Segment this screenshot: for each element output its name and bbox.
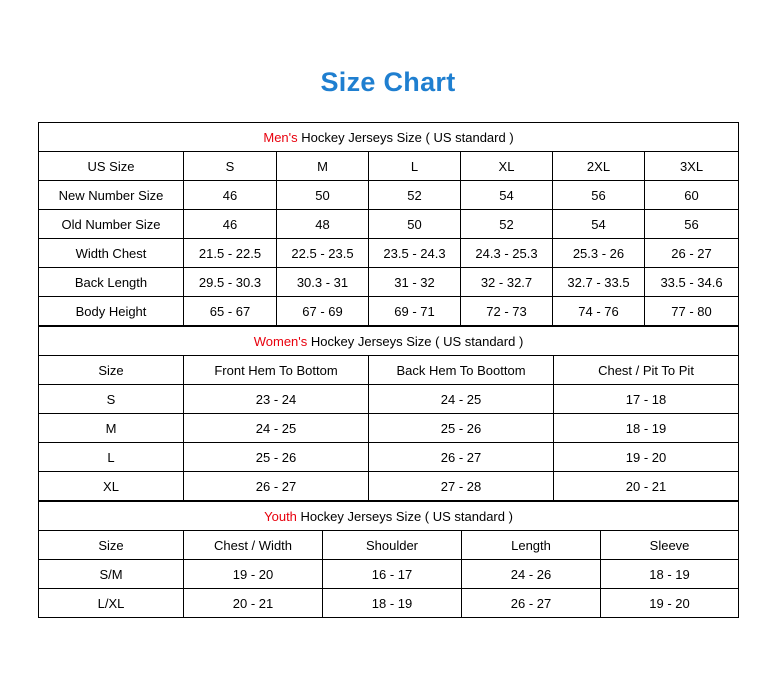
mens-row-1-cell-5: 54: [553, 210, 645, 239]
womens-section-heading: [39, 327, 739, 356]
mens-row-2-cell-4: 24.3 - 25.3: [461, 239, 553, 268]
mens-size-table: [38, 122, 739, 326]
mens-row-1-label: Old Number Size: [39, 210, 184, 239]
mens-row-2-cell-3: 23.5 - 24.3: [369, 239, 461, 268]
mens-row-0-cell-6: 60: [645, 181, 739, 210]
womens-col-1: Front Hem To Bottom: [184, 356, 369, 385]
table-row: [39, 589, 739, 618]
table-row: [39, 181, 739, 210]
womens-row-1-label: M: [39, 414, 184, 443]
mens-col-3: L: [369, 152, 461, 181]
youth-row-0-cell-1: 19 - 20: [184, 560, 323, 589]
womens-row-3-cell-2: 27 - 28: [369, 472, 554, 501]
table-row: [39, 414, 739, 443]
mens-row-3-cell-2: 30.3 - 31: [277, 268, 369, 297]
womens-row-3-cell-3: 20 - 21: [554, 472, 739, 501]
womens-size-table: [38, 326, 739, 501]
youth-row-0-cell-4: 18 - 19: [601, 560, 739, 589]
mens-col-0: US Size: [39, 152, 184, 181]
youth-col-1: Chest / Width: [184, 531, 323, 560]
youth-heading-accent: Youth: [264, 508, 297, 524]
mens-row-0-cell-2: 50: [277, 181, 369, 210]
mens-section-heading: [39, 123, 739, 152]
mens-section-heading-row: [39, 123, 739, 152]
mens-row-3-cell-4: 32 - 32.7: [461, 268, 553, 297]
mens-row-1-cell-2: 48: [277, 210, 369, 239]
size-chart-container: [38, 122, 738, 618]
mens-row-1-cell-1: 46: [184, 210, 277, 239]
youth-section-heading-row: [39, 502, 739, 531]
womens-col-2: Back Hem To Boottom: [369, 356, 554, 385]
mens-row-4-cell-6: 77 - 80: [645, 297, 739, 326]
mens-row-4-cell-5: 74 - 76: [553, 297, 645, 326]
mens-row-2-cell-5: 25.3 - 26: [553, 239, 645, 268]
mens-col-2: M: [277, 152, 369, 181]
table-row: [39, 385, 739, 414]
womens-row-0-cell-3: 17 - 18: [554, 385, 739, 414]
mens-row-3-cell-3: 31 - 32: [369, 268, 461, 297]
womens-row-1-cell-3: 18 - 19: [554, 414, 739, 443]
table-row: [39, 239, 739, 268]
womens-section-heading-row: [39, 327, 739, 356]
mens-row-3-cell-5: 32.7 - 33.5: [553, 268, 645, 297]
youth-row-1-cell-1: 20 - 21: [184, 589, 323, 618]
youth-col-2: Shoulder: [323, 531, 462, 560]
youth-column-header-row: [39, 531, 739, 560]
youth-col-3: Length: [462, 531, 601, 560]
table-row: [39, 472, 739, 501]
table-row: [39, 268, 739, 297]
youth-row-0-cell-3: 24 - 26: [462, 560, 601, 589]
mens-row-2-cell-1: 21.5 - 22.5: [184, 239, 277, 268]
table-row: [39, 297, 739, 326]
mens-row-0-cell-5: 56: [553, 181, 645, 210]
mens-heading-accent: Men's: [263, 129, 298, 145]
womens-row-2-label: L: [39, 443, 184, 472]
mens-row-4-label: Body Height: [39, 297, 184, 326]
youth-col-4: Sleeve: [601, 531, 739, 560]
womens-row-1-cell-2: 25 - 26: [369, 414, 554, 443]
mens-column-header-row: [39, 152, 739, 181]
mens-col-1: S: [184, 152, 277, 181]
mens-row-3-label: Back Length: [39, 268, 184, 297]
table-row: [39, 210, 739, 239]
mens-row-4-cell-4: 72 - 73: [461, 297, 553, 326]
womens-row-1-cell-1: 24 - 25: [184, 414, 369, 443]
youth-row-1-cell-4: 19 - 20: [601, 589, 739, 618]
youth-heading-rest: Hockey Jerseys Size ( US standard ): [296, 508, 513, 524]
youth-row-0-label: S/M: [39, 560, 184, 589]
table-row: [39, 560, 739, 589]
youth-row-1-cell-2: 18 - 19: [323, 589, 462, 618]
mens-col-5: 2XL: [553, 152, 645, 181]
mens-row-2-label: Width Chest: [39, 239, 184, 268]
youth-size-table: [38, 501, 739, 618]
mens-row-2-cell-6: 26 - 27: [645, 239, 739, 268]
mens-row-1-cell-6: 56: [645, 210, 739, 239]
youth-col-0: Size: [39, 531, 184, 560]
youth-row-0-cell-2: 16 - 17: [323, 560, 462, 589]
womens-col-3: Chest / Pit To Pit: [554, 356, 739, 385]
mens-heading-rest: Hockey Jerseys Size ( US standard ): [297, 129, 514, 145]
mens-row-3-cell-1: 29.5 - 30.3: [184, 268, 277, 297]
mens-row-4-cell-1: 65 - 67: [184, 297, 277, 326]
mens-row-0-cell-1: 46: [184, 181, 277, 210]
womens-heading-rest: Hockey Jerseys Size ( US standard ): [307, 333, 524, 349]
womens-row-2-cell-3: 19 - 20: [554, 443, 739, 472]
womens-row-0-label: S: [39, 385, 184, 414]
womens-col-0: Size: [39, 356, 184, 385]
womens-heading-accent: Women's: [253, 333, 308, 349]
womens-row-0-cell-1: 23 - 24: [184, 385, 369, 414]
mens-row-0-cell-3: 52: [369, 181, 461, 210]
youth-row-1-cell-3: 26 - 27: [462, 589, 601, 618]
mens-row-4-cell-2: 67 - 69: [277, 297, 369, 326]
table-row: [39, 443, 739, 472]
mens-col-4: XL: [461, 152, 553, 181]
page-title: Size Chart: [320, 67, 456, 97]
womens-row-2-cell-2: 26 - 27: [369, 443, 554, 472]
youth-row-1-label: L/XL: [39, 589, 184, 618]
mens-row-3-cell-6: 33.5 - 34.6: [645, 268, 739, 297]
womens-row-2-cell-1: 25 - 26: [184, 443, 369, 472]
mens-row-0-cell-4: 54: [461, 181, 553, 210]
womens-column-header-row: [39, 356, 739, 385]
mens-col-6: 3XL: [645, 152, 739, 181]
womens-row-3-label: XL: [39, 472, 184, 501]
mens-row-2-cell-2: 22.5 - 23.5: [277, 239, 369, 268]
mens-row-0-label: New Number Size: [39, 181, 184, 210]
mens-row-1-cell-4: 52: [461, 210, 553, 239]
mens-row-1-cell-3: 50: [369, 210, 461, 239]
youth-section-heading: [39, 502, 739, 531]
womens-row-0-cell-2: 24 - 25: [369, 385, 554, 414]
womens-row-3-cell-1: 26 - 27: [184, 472, 369, 501]
mens-row-4-cell-3: 69 - 71: [369, 297, 461, 326]
